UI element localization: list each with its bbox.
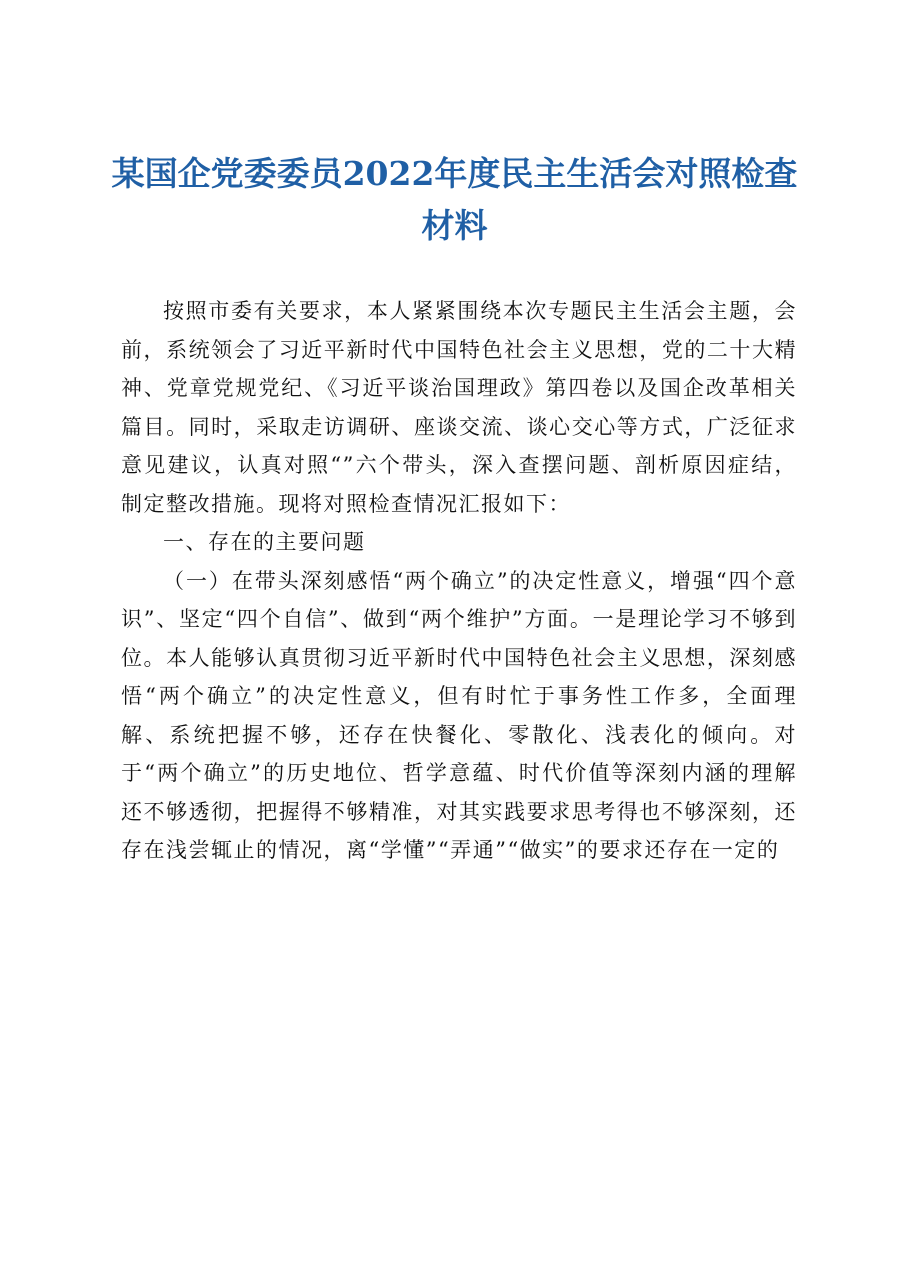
document-title: 某国企党委委员2022年度民主生活会对照检查材料 — [111, 154, 798, 245]
intro-paragraph: 按照市委有关要求，本人紧紧围绕本次专题民主生活会主题，会前，系统领会了习近平新时代中国特色社会主义思想，党的二十大精神、党章党规党纪、《习近平谈治国理政》第四卷以及国企改革相关篇目。同时，采取走访调研、座谈交流、谈心交心等方式，广泛征求意见建议，认真对照“”六个带头，深入查摆问题、剖析原因症结，制定整改措施。现将对照检查情况汇报如下： — [121, 299, 797, 516]
section-heading: 一、存在的主要问题 — [163, 530, 366, 554]
body-paragraph: （一）在带头深刻感悟“两个确立”的决定性意义，增强“四个意识”、坚定“四个自信”、做到“两个维护”方面。一是理论学习不够到位。本人能够认真贯彻习近平新时代中国特色社会主义思想，深刻感悟“两个确立”的决定性意义，但有时忙于事务性工作多，全面理解、系统把握不够，还存在快餐化、零散化、浅表化的倾向。对于“两个确立”的历史地位、哲学意蕴、时代价值等深刻内涵的理解还不够透彻，把握得不够精准，对其实践要求思考得也不够深刻，还存在浅尝辄止的情况，离“学懂”“弄通”“做实”的要求还存在一定的 — [121, 568, 797, 862]
document-body — [121, 292, 797, 870]
